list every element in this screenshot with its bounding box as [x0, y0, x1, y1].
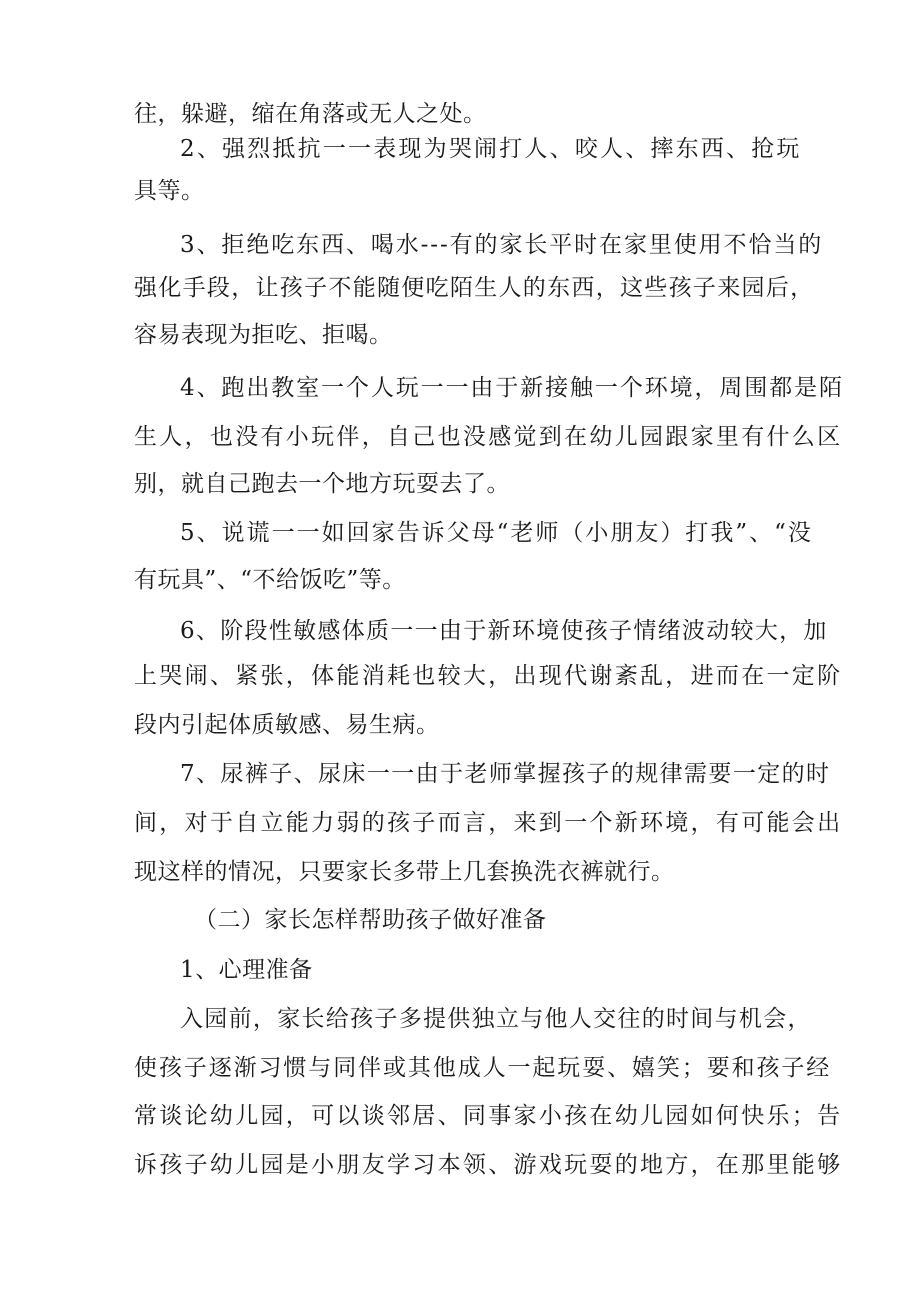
text-line: 4、跑出教室一个人玩一一由于新接触一个环境，周围都是陌	[180, 375, 844, 401]
text-line: 上哭闹、紧张，体能消耗也较大，出现代谢紊乱，进而在一定阶	[134, 663, 843, 689]
text-line: 5、说谎一一如回家告诉父母“老师（小朋友）打我”、“没	[180, 520, 813, 546]
text-line: 具等。	[134, 178, 205, 204]
subsection-heading: 1、心理准备	[180, 957, 313, 983]
text-line: 常谈论幼儿园，可以谈邻居、同事家小孩在幼儿园如何快乐；告	[134, 1103, 843, 1129]
text-line: 2、强烈抵抗一一表现为哭闹打人、咬人、摔东西、抢玩	[180, 136, 802, 162]
text-line: 强化手段，让孩子不能随便吃陌生人的东西，这些孩子来园后，	[134, 275, 815, 301]
text-line: 别，就自己跑去一个地方玩耍去了。	[134, 471, 510, 497]
text-line: 段内引起体质敏感、易生病。	[134, 712, 440, 738]
text-line: 3、拒绝吃东西、喝水---有的家长平时在家里使用不恰当的	[180, 232, 824, 258]
text-line: 容易表现为拒吃、拒喝。	[134, 322, 393, 348]
text-line: 入园前，家长给孩子多提供独立与他人交往的时间与机会，	[180, 1006, 812, 1032]
text-line: 使孩子逐渐习惯与同伴或其他成人一起玩耍、嬉笑；要和孩子经	[134, 1055, 832, 1081]
text-line: 间，对于自立能力弱的孩子而言，来到一个新环境，有可能会出	[134, 810, 843, 836]
section-heading: （二）家长怎样帮助孩子做好准备	[194, 907, 547, 933]
text-line: 诉孩子幼儿园是小朋友学习本领、游戏玩耍的地方，在那里能够	[134, 1152, 843, 1178]
text-line: 6、阶段性敏感体质一一由于新环境使孩子情绪波动较大，加	[180, 618, 828, 644]
text-line: 现这样的情况，只要家长多带上几套换洗衣裤就行。	[134, 859, 675, 885]
text-line: 生人，也没有小玩伴，自己也没感觉到在幼儿园跟家里有什么区	[134, 424, 843, 450]
text-line: 7、尿裤子、尿床一一由于老师掌握孩子的规律需要一定的时	[180, 761, 831, 787]
text-line: 往，躲避，缩在角落或无人之处。	[134, 101, 487, 127]
text-line: 有玩具”、“不给饭吃”等。	[134, 567, 406, 593]
